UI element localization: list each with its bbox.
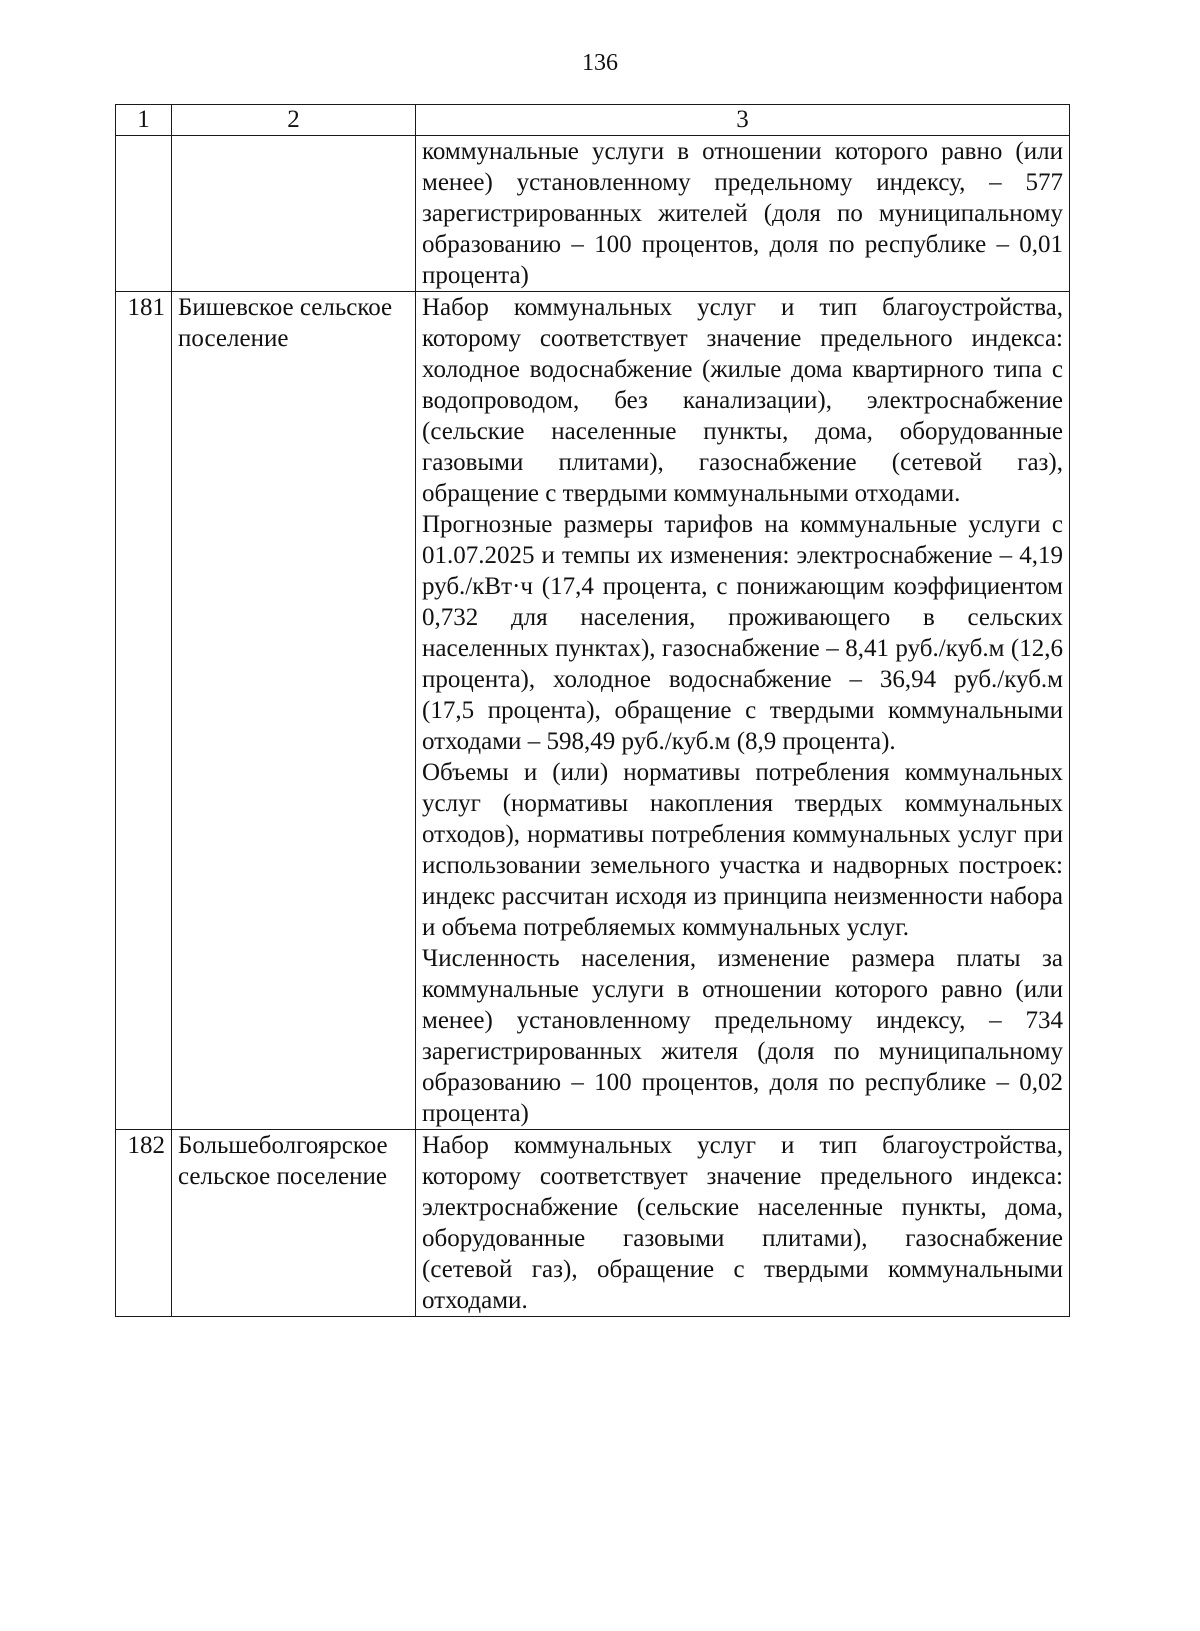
- description-cell: [416, 1130, 1070, 1317]
- description-paragraph: Прогнозные размеры тарифов на коммунальные услуги с 01.07.2025 и темпы их изменения: электроснабжение – 4,19 руб./кВт·ч (17,4 процента, с понижающим коэффициентом 0,732 для населения, проживающего в сельских населенных пунктах), газоснабжение – 8,41 руб./куб.м (12,6 процента), холодное водоснабжение – 36,94 руб./куб.м (17,5 процента), обращение с твердыми коммунальными отходами – 598,49 руб./куб.м (8,9 процента).: [422, 511, 1063, 755]
- table-row-continuation: [116, 136, 1070, 292]
- description-cell: [416, 292, 1070, 1130]
- row-number: 181: [116, 292, 172, 1130]
- header-cell-col1: 1: [116, 105, 172, 136]
- description-cell: [416, 136, 1070, 292]
- row-number: 182: [116, 1130, 172, 1317]
- table-row-181: [116, 292, 1070, 1130]
- description-paragraph: Набор коммунальных услуг и тип благоустройства, которому соответствует значение предельного индекса: электроснабжение (сельские населенные пункты, дома, оборудованные газовыми плитами), газоснабжение (сетевой газ), обращение с твердыми коммунальными отходами.: [422, 1132, 1063, 1314]
- description-paragraph: Численность населения, изменение размера платы за коммунальные услуги в отношении которого равно (или менее) установленному предельному индексу, – 734 зарегистрированных жителя (доля по муниципальному образованию – 100 процентов, доля по республике – 0,02 процента): [422, 945, 1063, 1127]
- row-number: [116, 136, 172, 292]
- settlement-name: Бишевское сельское поселение: [172, 292, 416, 1130]
- settlement-name: [172, 136, 416, 292]
- description-paragraph: Объемы и (или) нормативы потребления коммунальных услуг (нормативы накопления твердых коммунальных отходов), нормативы потребления коммунальных услуг при использовании земельного участка и надворных построек: индекс рассчитан исходя из принципа неизменности набора и объема потребляемых коммунальных услуг.: [422, 759, 1063, 941]
- settlement-name: Большеболгоярское сельское поселение: [172, 1130, 416, 1317]
- header-cell-col2: 2: [172, 105, 416, 136]
- page-number: 136: [582, 50, 618, 76]
- description-paragraph: Набор коммунальных услуг и тип благоустройства, которому соответствует значение предельного индекса: холодное водоснабжение (жилые дома квартирного типа с водопроводом, без канализации), электроснабжение (сельские населенные пункты, дома, оборудованные газовыми плитами), газоснабжение (сетевой газ), обращение с твердыми коммунальными отходами.: [422, 294, 1063, 507]
- table-row-182: [116, 1130, 1070, 1317]
- description-paragraph: коммунальные услуги в отношении которого равно (или менее) установленному предельному индексу, – 577 зарегистрированных жителей (доля по муниципальному образованию – 100 процентов, доля по республике – 0,01 процента): [422, 138, 1063, 289]
- header-cell-col3: 3: [416, 105, 1070, 136]
- table-header-row: [116, 105, 1070, 136]
- data-table: [115, 104, 1070, 1317]
